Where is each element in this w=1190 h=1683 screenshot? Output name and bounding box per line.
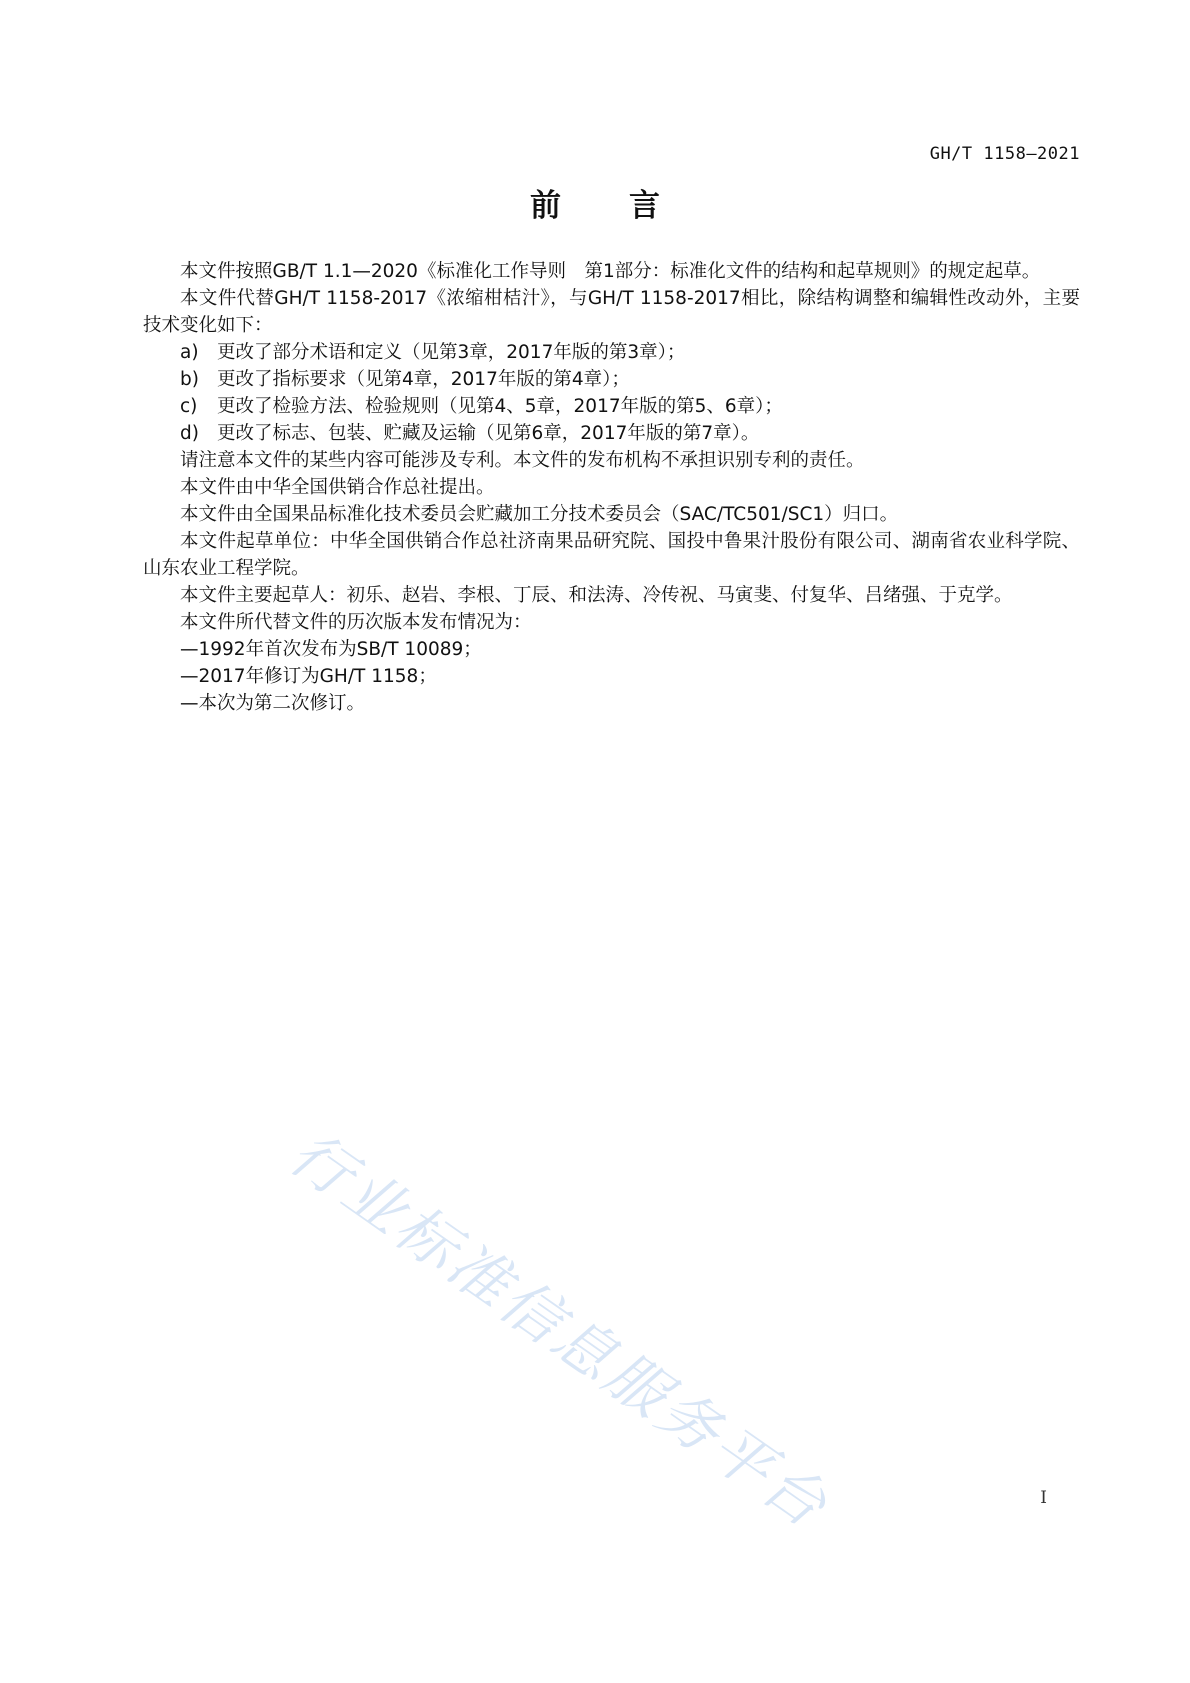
- foreword-body: [143, 258, 1080, 717]
- history-item: —本次为第二次修订。: [180, 693, 366, 714]
- title-char-2: 言: [629, 188, 660, 224]
- paragraph-proposer: 本文件由中华全国供销合作总社提出。: [180, 477, 495, 498]
- watermark: 行业标准信息服务平台: [277, 1118, 842, 1543]
- change-item-text: 更改了部分术语和定义（见第3章，2017年版的第3章）；: [217, 342, 686, 363]
- paragraph-committee: 本文件由全国果品标准化技术委员会贮藏加工分技术委员会（SAC/TC501/SC1）归口。: [180, 504, 899, 525]
- change-item-marker: c): [180, 396, 198, 417]
- paragraph-drafting-rules: 本文件按照GB/T 1.1—2020《标准化工作导则 第1部分：标准化文件的结构和起草规则》的规定起草。: [180, 261, 1041, 282]
- paragraph-drafting-units: 本文件起草单位：中华全国供销合作总社济南果品研究院、国投中鲁果汁股份有限公司、湖南省农业科学院、山东农业工程学院。: [143, 531, 1080, 579]
- change-item-marker: b): [180, 369, 199, 390]
- change-item-marker: a): [180, 342, 199, 363]
- change-item-marker: d): [180, 423, 199, 444]
- change-item-text: 更改了指标要求（见第4章，2017年版的第4章）；: [217, 369, 630, 390]
- history-item: —2017年修订为GH/T 1158；: [180, 666, 437, 687]
- page-number: I: [1040, 1488, 1047, 1508]
- paragraph-patent-notice: 请注意本文件的某些内容可能涉及专利。本文件的发布机构不承担识别专利的责任。: [180, 450, 865, 471]
- paragraph-drafters: 本文件主要起草人：初乐、赵岩、李根、丁辰、和法涛、冷传祝、马寅斐、付复华、吕绪强、于克学。: [180, 585, 1013, 606]
- change-item-text: 更改了标志、包装、贮藏及运输（见第6章，2017年版的第7章）。: [217, 423, 760, 444]
- change-item-text: 更改了检验方法、检验规则（见第4、5章，2017年版的第5、6章）；: [217, 396, 783, 417]
- page-title: [0, 180, 1190, 225]
- title-char-1: 前: [530, 188, 561, 224]
- change-item-b: [143, 366, 1080, 393]
- paragraph-history-intro: 本文件所代替文件的历次版本发布情况为：: [180, 612, 532, 633]
- standard-number: GH/T 1158—2021: [929, 144, 1080, 164]
- change-item-d: [143, 420, 1080, 447]
- history-item: —1992年首次发布为SB/T 10089；: [180, 639, 482, 660]
- paragraph-replacement: 本文件代替GH/T 1158-2017《浓缩柑桔汁》，与GH/T 1158-2017相比，除结构调整和编辑性改动外，主要技术变化如下：: [143, 288, 1080, 336]
- change-item-a: [143, 339, 1080, 366]
- change-item-c: [143, 393, 1080, 420]
